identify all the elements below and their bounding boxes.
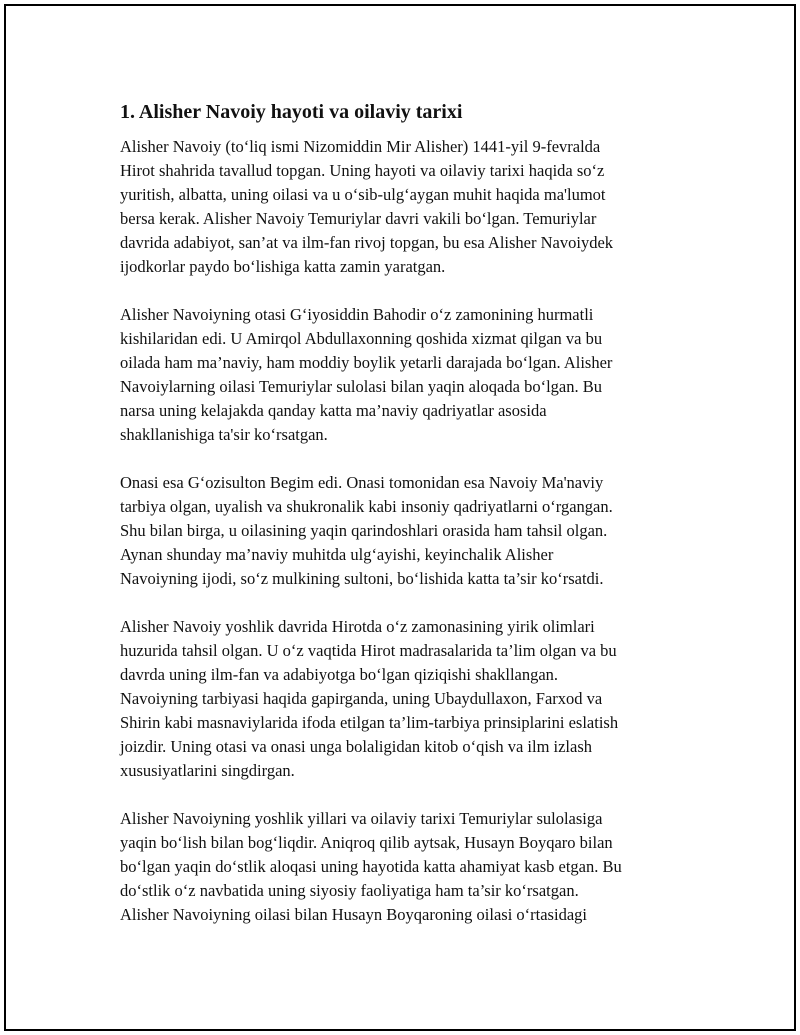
text-line: shakllanishiga ta'sir ko‘rsatgan.: [120, 425, 328, 444]
text-line: yaqin bo‘lish bilan bog‘liqdir. Aniqroq qilib aytsak, Husayn Boyqaro bilan: [120, 833, 613, 852]
text-line: Navoiylarning oilasi Temuriylar sulolasi bilan yaqin aloqada bo‘lgan. Bu: [120, 377, 602, 396]
text-line: Hirot shahrida tavallud topgan. Uning hayoti va oilaviy tarixi haqida so‘z: [120, 161, 605, 180]
text-line: Alisher Navoiy yoshlik davrida Hirotda o‘z zamonasining yirik olimlari: [120, 617, 595, 636]
text-line: Shirin kabi masnaviylarida ifoda etilgan ta’lim-tarbiya prinsiplarini eslatish: [120, 713, 619, 732]
page-frame: [4, 4, 796, 1031]
text-line: bo‘lgan yaqin do‘stlik aloqasi uning hayotida katta ahamiyat kasb etgan. Bu: [120, 857, 622, 876]
text-line: kishilaridan edi. U Amirqol Abdullaxonning qoshida xizmat qilgan va bu: [120, 329, 603, 348]
text-line: yuritish, albatta, uning oilasi va u o‘sib-ulg‘aygan muhit haqida ma'lumot: [120, 185, 606, 204]
paragraph-3: [120, 471, 690, 591]
text-line: tarbiya olgan, uyalish va shukronalik kabi insoniy qadriyatlarni o‘rgangan.: [120, 497, 613, 516]
paragraph-1: [120, 135, 690, 279]
paragraph-5: [120, 807, 690, 927]
text-line: Navoiyning tarbiyasi haqida gapirganda, uning Ubaydullaxon, Farxod va: [120, 689, 603, 708]
text-line: Onasi esa G‘ozisulton Begim edi. Onasi tomonidan esa Navoiy Ma'naviy: [120, 473, 604, 492]
text-line: Alisher Navoiyning otasi G‘iyosiddin Bahodir o‘z zamonining hurmatli: [120, 305, 594, 324]
document-body: [120, 99, 690, 951]
text-line: Aynan shunday ma’naviy muhitda ulg‘ayishi, keyinchalik Alisher: [120, 545, 554, 564]
text-line: oilada ham ma’naviy, ham moddiy boylik yetarli darajada bo‘lgan. Alisher: [120, 353, 613, 372]
text-line: narsa uning kelajakda qanday katta ma’naviy qadriyatlar asosida: [120, 401, 547, 420]
text-line: Alisher Navoiy (to‘liq ismi Nizomiddin Mir Alisher) 1441-yil 9-fevralda: [120, 137, 601, 156]
text-line: Navoiyning ijodi, so‘z mulkining sultoni, bo‘lishida katta ta’sir ko‘rsatdi.: [120, 569, 604, 588]
text-line: davrida adabiyot, san’at va ilm-fan rivoj topgan, bu esa Alisher Navoiydek: [120, 233, 614, 252]
text-line: Shu bilan birga, u oilasining yaqin qarindoshlari orasida ham tahsil olgan.: [120, 521, 608, 540]
text-line: do‘stlik o‘z navbatida uning siyosiy faoliyatiga ham ta’sir ko‘rsatgan.: [120, 881, 579, 900]
paragraph-2: [120, 303, 690, 447]
text-line: joizdir. Uning otasi va onasi unga bolaligidan kitob o‘qish va ilm izlash: [120, 737, 593, 756]
text-line: Alisher Navoiyning yoshlik yillari va oilaviy tarixi Temuriylar sulolasiga: [120, 809, 603, 828]
text-line: Alisher Navoiyning oilasi bilan Husayn Boyqaroning oilasi o‘rtasidagi: [120, 905, 587, 924]
text-line: davrda uning ilm-fan va adabiyotga bo‘lgan qiziqishi shakllangan.: [120, 665, 559, 684]
text-line: bersa kerak. Alisher Navoiy Temuriylar davri vakili bo‘lgan. Temuriylar: [120, 209, 597, 228]
paragraph-4: [120, 615, 690, 783]
text-line: ijodkorlar paydo bo‘lishiga katta zamin yaratgan.: [120, 257, 446, 276]
document-title: 1. Alisher Navoiy hayoti va oilaviy tarixi: [120, 101, 463, 123]
text-line: xususiyatlarini singdirgan.: [120, 761, 295, 780]
text-line: huzurida tahsil olgan. U o‘z vaqtida Hirot madrasalarida ta’lim olgan va bu: [120, 641, 617, 660]
